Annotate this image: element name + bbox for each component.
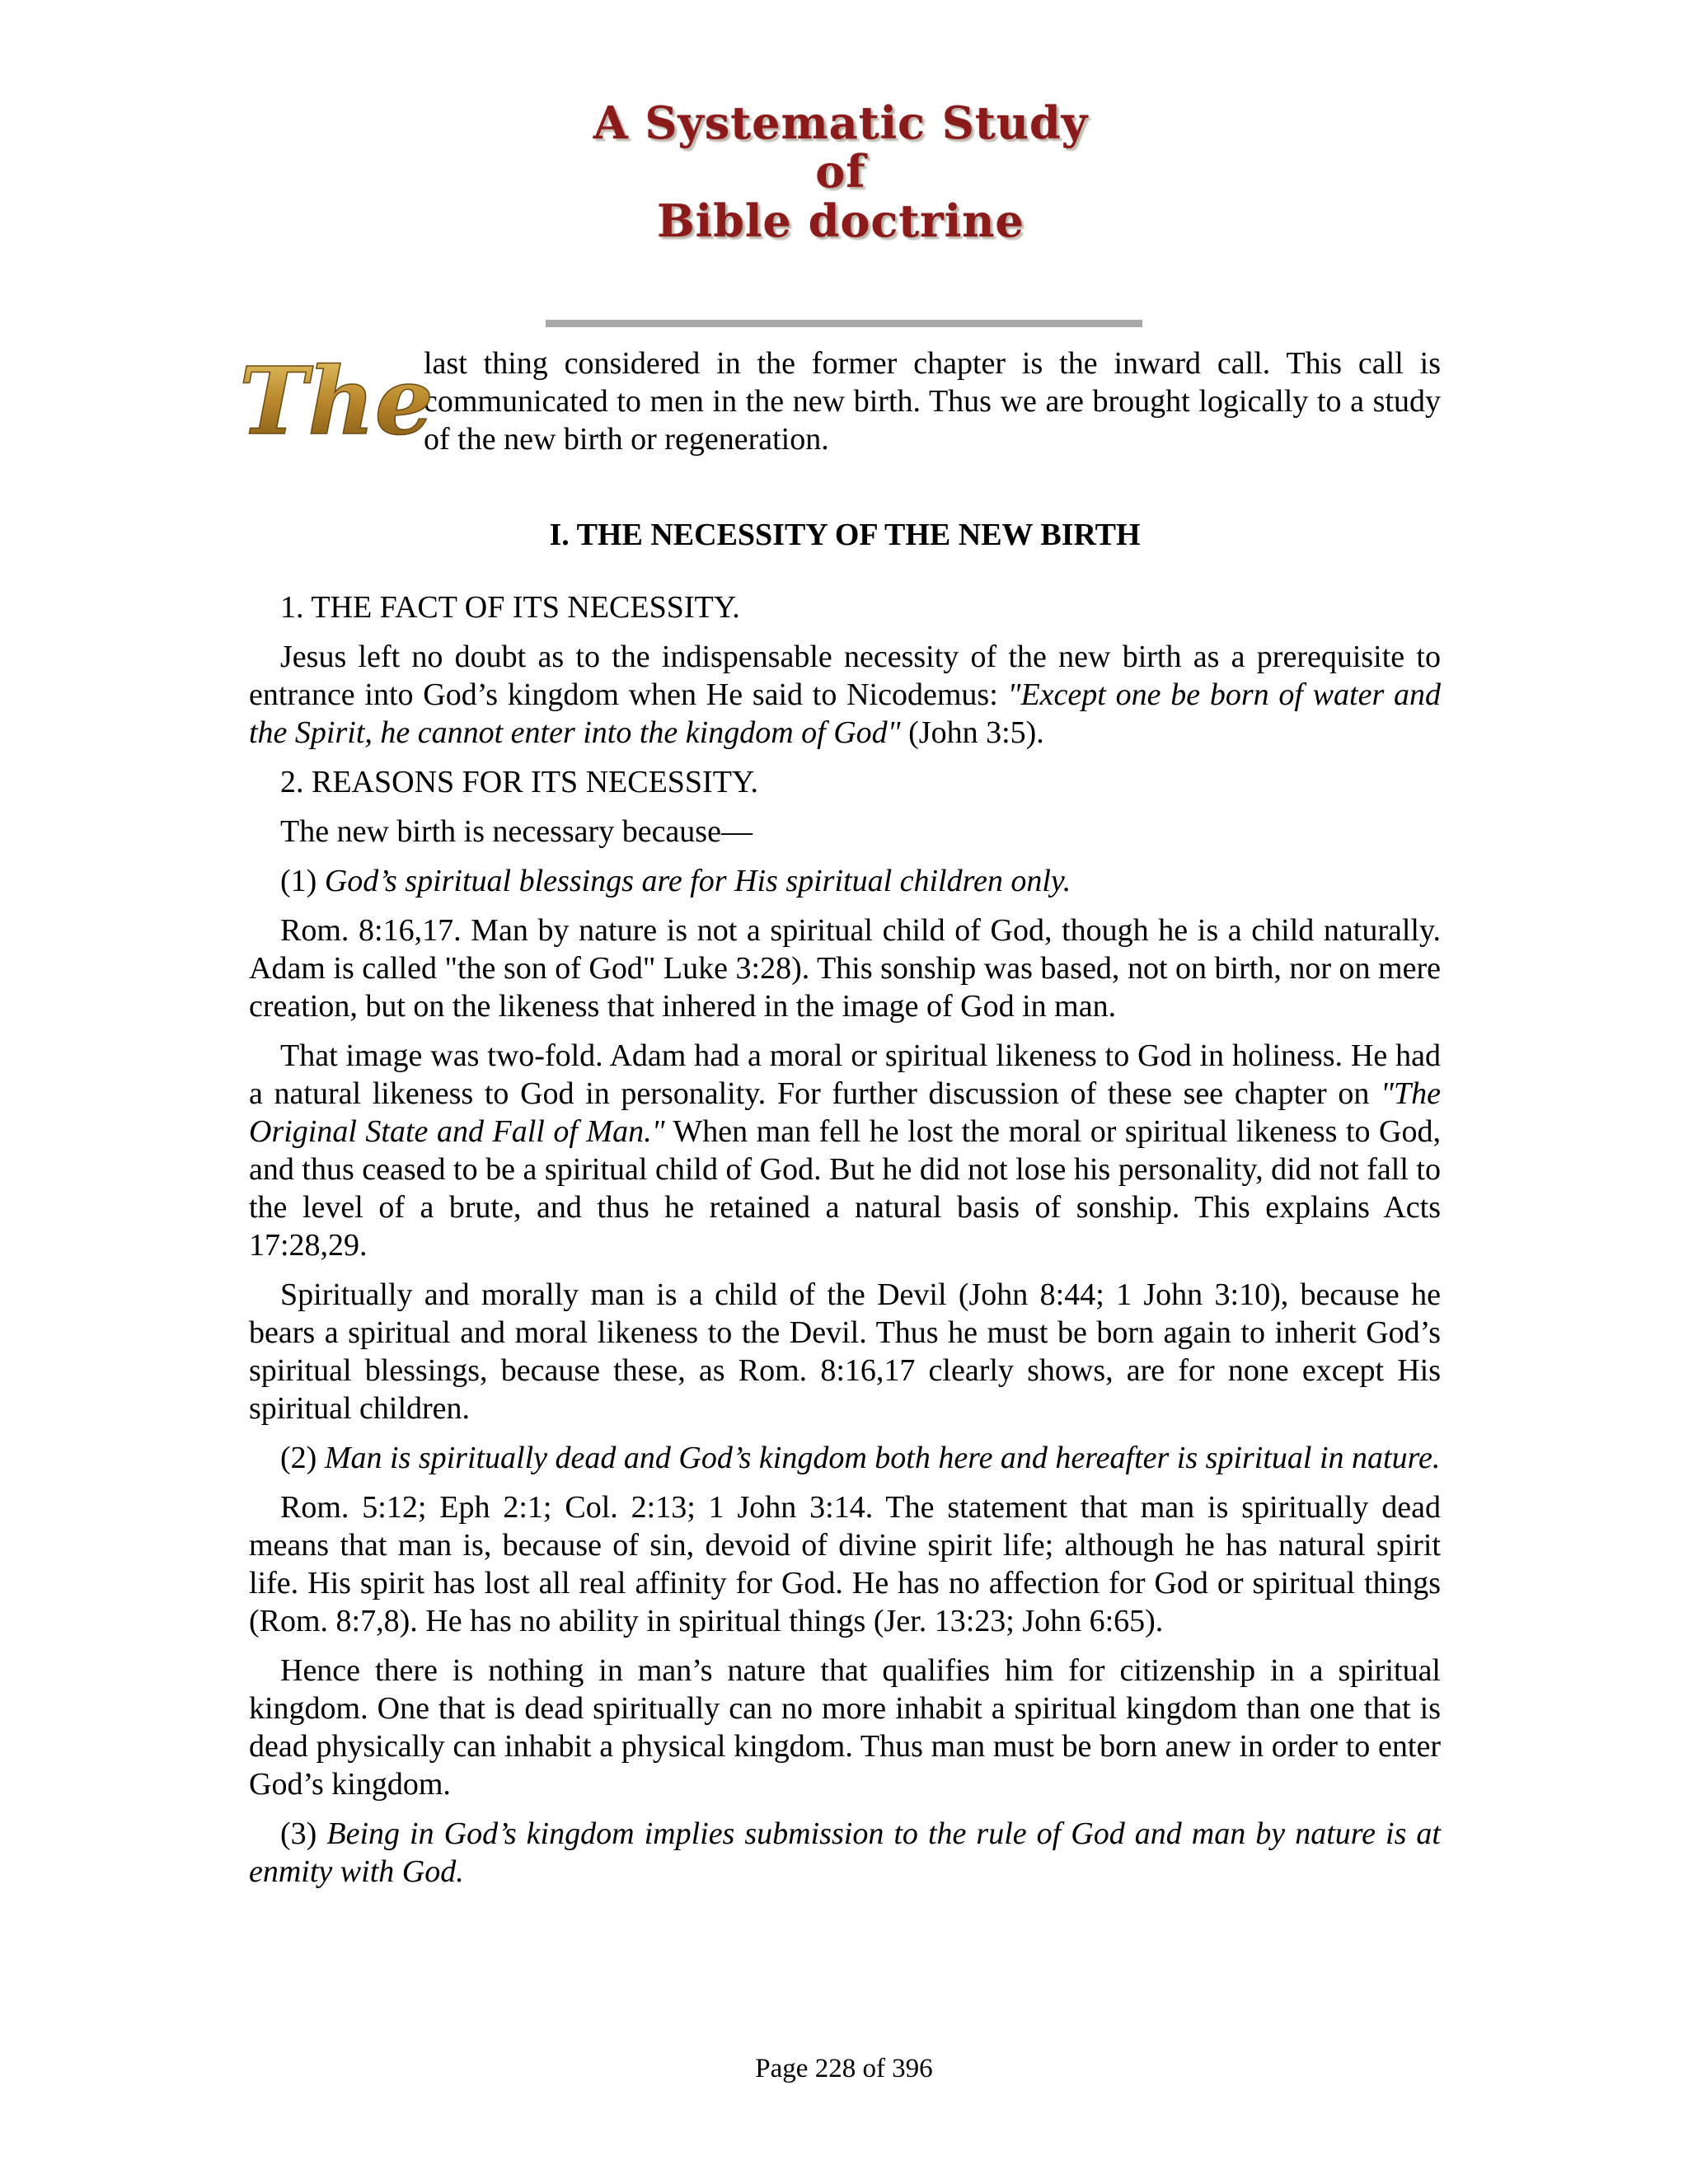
paragraph-2-ref: (John 3:5). xyxy=(900,715,1044,750)
paragraph-12 xyxy=(249,1815,1441,1891)
paragraph-5 xyxy=(249,862,1441,900)
header-logo-line1: A Systematic Study of xyxy=(593,96,1089,199)
paragraph-9-italic: Man is spiritually dead and God’s kingdom both here and hereafter is spiritual in nature. xyxy=(324,1441,1441,1475)
paragraph-7-text: That image was two-fold. Adam had a moral or spiritual likeness to God in holiness. He had a natural likeness to God in personality. For further discussion of these see chapter on xyxy=(249,1038,1441,1111)
paragraph-9 xyxy=(249,1439,1441,1477)
paragraph-3: 2. REASONS FOR ITS NECESSITY. xyxy=(280,765,758,799)
document-body xyxy=(238,344,1442,1902)
page-number: Page 228 of 396 xyxy=(755,2054,933,2083)
paragraph-12-italic: Being in God’s kingdom implies submission to the rule of God and man by nature is at enmity with God. xyxy=(249,1816,1441,1889)
paragraph-7 xyxy=(249,1037,1441,1264)
paragraph-5-italic: God’s spiritual blessings are for His spiritual children only. xyxy=(324,864,1071,898)
dropcap-text: The xyxy=(238,348,434,456)
lead-text: last thing considered in the former chapter is the inward call. This call is communicated to men in the new birth. Thus we are brought logically to a study of the new birth or regeneration. xyxy=(424,346,1441,457)
paragraph-4: The new birth is necessary because— xyxy=(280,814,753,849)
header-logo-line2: Bible doctrine xyxy=(657,194,1025,247)
lead-paragraph xyxy=(238,344,1441,468)
paragraph-10: Rom. 5:12; Eph 2:1; Col. 2:13; 1 John 3:14. The statement that man is spiritually dead means that man is, because of sin, devoid of divine spirit life; although he has natural spirit life. His spirit has lost all real affinity for God. He has no affection for God or spiritual things (Rom. 8:7,8). He has no ability in spiritual things (Jer. 13:23; John 6:65). xyxy=(249,1490,1441,1638)
paragraph-11: Hence there is nothing in man’s nature that qualifies him for citizenship in a spiritual kingdom. One that is dead spiritually can no more inhabit a spiritual kingdom than one that is dead physically can inhabit a physical kingdom. Thus man must be born anew in order to enter God’s kingdom. xyxy=(249,1653,1441,1802)
paragraph-2 xyxy=(249,638,1441,752)
paragraph-7-rest: When man fell he lost the moral or spiritual likeness to God, and thus ceased to be a spiritual child of God. But he did not lose his personality, did not fall to the level of a brute, and thus he retained a natural basis of sonship. This explains Acts 17:28,29. xyxy=(249,1114,1441,1263)
paragraph-7-title: "The Original State and Fall of Man." xyxy=(249,1076,1441,1149)
header-rule xyxy=(546,320,1142,327)
paragraph-9-number: (2) xyxy=(280,1441,325,1475)
dropcap-the xyxy=(238,344,434,468)
dropcap-graphic xyxy=(238,344,434,460)
paragraph-2-text: Jesus left no doubt as to the indispensable necessity of the new birth as a prerequisite to entrance into God’s kingdom when He said to Nicodemus: xyxy=(249,640,1441,712)
paragraph-12-number: (3) xyxy=(280,1816,327,1851)
paragraph-2-quote: "Except one be born of water and the Spirit, he cannot enter into the kingdom of God" xyxy=(249,677,1442,750)
paragraph-5-number: (1) xyxy=(280,864,325,898)
paragraph-6: Rom. 8:16,17. Man by nature is not a spiritual child of God, though he is a child naturally. Adam is called "the son of God" Luke 3:28). This sonship was based, not on birth, nor on mere creation, but on the likeness that inhered in the image of God in man. xyxy=(249,913,1441,1024)
paragraph-1: 1. THE FACT OF ITS NECESSITY. xyxy=(280,590,740,625)
header-logo xyxy=(569,96,1113,247)
paragraph-8: Spiritually and morally man is a child of the Devil (John 8:44; 1 John 3:10), because he bears a spiritual and moral likeness to the Devil. Thus he must be born again to inherit God’s spiritual blessings, because these, as Rom. 8:16,17 clearly shows, are for none except His spiritual children. xyxy=(249,1277,1441,1426)
section-heading: I. THE NECESSITY OF THE NEW BIRTH xyxy=(549,518,1141,552)
